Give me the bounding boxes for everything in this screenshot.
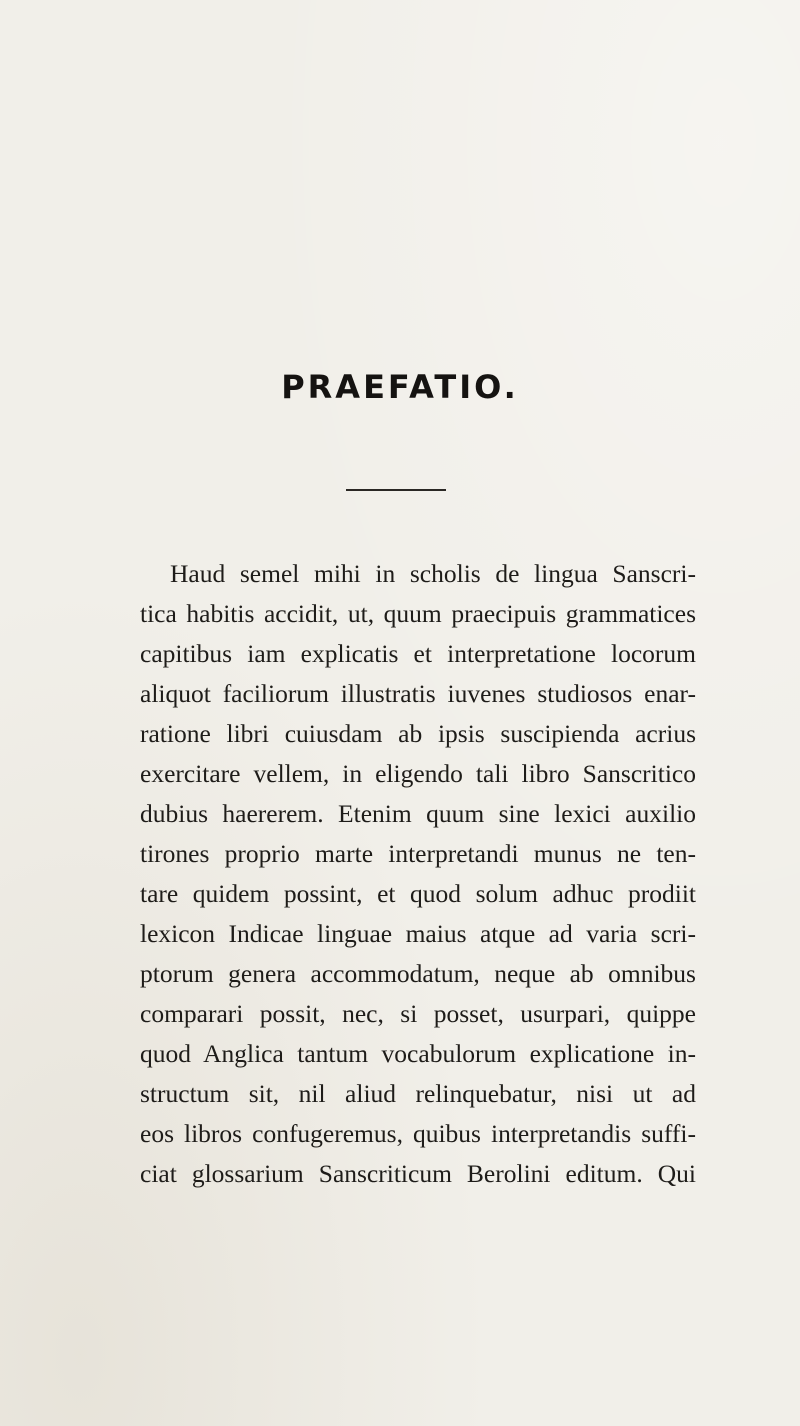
text-line: Haud semel mihi in scholis de lingua Sanscri-: [170, 559, 696, 588]
text-line: structum sit, nil aliud relinquebatur, nisi ut ad: [140, 1079, 696, 1108]
text-line: exercitare vellem, in eligendo tali libro Sanscritico: [140, 759, 696, 788]
text-line: aliquot faciliorum illustratis iuvenes studiosos enar-: [140, 679, 696, 708]
text-line: capitibus iam explicatis et interpretatione locorum: [140, 639, 696, 668]
text-line: lexicon Indicae linguae maius atque ad varia scri-: [140, 919, 696, 948]
preface-paragraph: [140, 554, 696, 1194]
text-line: tirones proprio marte interpretandi munus ne ten-: [140, 839, 696, 868]
text-line: tare quidem possint, et quod solum adhuc prodiit: [140, 879, 696, 908]
text-line: eos libros confugeremus, quibus interpretandis suffi-: [140, 1119, 696, 1148]
text-line: ratione libri cuiusdam ab ipsis suscipienda acrius: [140, 719, 696, 748]
text-line: ptorum genera accommodatum, neque ab omnibus: [140, 959, 696, 988]
title-divider-rule: [346, 489, 446, 491]
page-title: PRAEFATIO.: [281, 368, 519, 406]
text-line: dubius haererem. Etenim quum sine lexici auxilio: [140, 799, 696, 828]
text-line: comparari possit, nec, si posset, usurpari, quippe: [140, 999, 696, 1028]
text-line: tica habitis accidit, ut, quum praecipuis grammatices: [140, 599, 696, 628]
text-line: ciat glossarium Sanscriticum Berolini editum. Qui: [140, 1159, 696, 1188]
text-line: quod Anglica tantum vocabulorum explicatione in-: [140, 1039, 696, 1068]
